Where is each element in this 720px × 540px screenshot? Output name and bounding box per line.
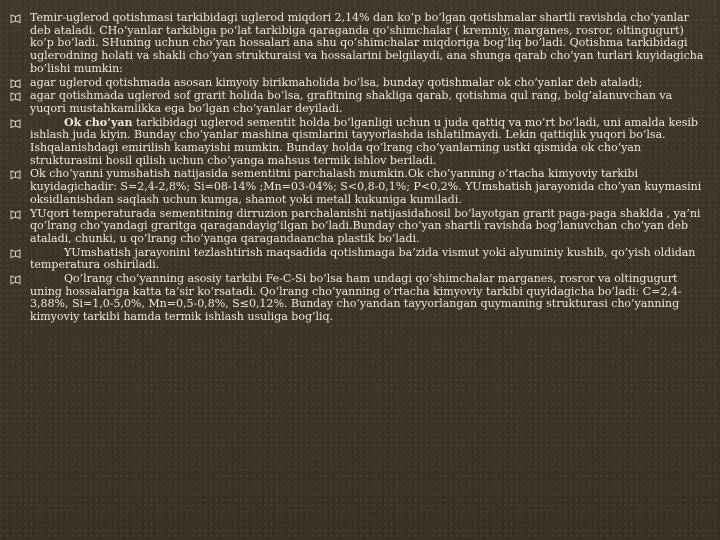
book-bullet-icon [10,209,21,220]
book-bullet-icon [10,248,21,259]
bullet-text: agar uglerod qotishmada asosan kimyoiy birikmaholida bo’lsa, bunday qotishmalar ok cho’yanlar deb ataladi; [30,75,643,89]
book-bullet-icon [10,91,21,102]
bullet-item-6 [10,208,706,246]
book-bullet-icon [10,274,21,285]
bullet-text: tarkibidagi uglerod sementit holda bo’lganligi uchun u juda qattiq va mo’rt bo’ladi, uni amalda kesib ishlash juda kiyin. Bunday cho’yanlar mashina qismlarini tayyorlashda ishlatilmaydi. Lekin qattiqlik yuqori bo’lsa. Ishqalanishdagi emirilish kamayishi mumkin. Bunday holda qo’lrang cho’yanlarning ustki qismida ok cho’yan strukturasini hosil qilish uchun cho’yanga mahsus termik ishlov beriladi. [30,115,698,167]
bullet-text: Temir-uglerod qotishmasi tarkibidagi uglerod miqdori 2,14% dan ko’p bo’lgan qotishmalar shartli ravishda cho’yanlar deb ataladi. CHo’yanlar tarkibiga po’lat tarkibiga qaraganda qo’shimchalar ( kremniy, marganes, rosror, oltingugurt) ko’p bo’ladi. SHuning uchun cho’yan hossalari ana shu qo’shimchalar miqdoriga bog’liq bo’ladi. Qotishma tarkibidagi uglerodning holati va shakli cho’yan strukturaisi va hossalarini belgilaydi, ana shunga qarab cho’yan turlari kuyidagicha bo’lishi mumkin: [30,11,704,75]
bullet-text: agar qotishmada uglerod sof grarit holida bo’lsa, grafitning shakliga qarab, qotishma qul rang, bolg’alanuvchan va yuqori mustahkamlikka ega bo’lgan cho’yanlar deyiladi. [30,89,673,115]
bullet-text: Ok cho’yanni yumshatish natijasida sementitni parchalash mumkin.Ok cho’yanning o’rtacha kimyoviy tarkibi kuyidagichadir: S=2,4-2,8%; Si=08-14% ;Mn=03-04%; S<0,8-0,1%; P<0,2%. YUmshatish jarayonida cho’yan kuymasini oksidlanishdan saqlash uchun kumga, shamot yoki metall kukuniga kumiladi. [30,167,702,206]
book-bullet-icon [10,169,21,180]
book-bullet-icon [10,118,21,129]
bullet-text: Qo’lrang cho’yanning asosiy tarkibi Fe-C-Si bo’lsa ham undagi qo’shimchalar marganes, rosror va oltingugurt uning hossalariga katta ta’sir ko’rsatadi. Qo’lrang cho’yanning o’rtacha kimyoviy tarkibi quyidagicha bo’ladi: C=2,4-3,88%, Si=1,0-5,0%, Mn=0,5-0,8%, S≤0,12%. Bunday cho’yandan tayyorlangan quymaning strukturasi cho’yanning kimyoviy tarkibi hamda termik ishlash usuliga bog’liq. [30,272,682,324]
bullet-text: YUqori temperaturada sementitning dirruzion parchalanishi natijasidahosil bo’layotgan grarit paga-paga shaklda , ya’ni qo’lrang cho’yandagi graritga qaragandayig’ilgan bo’ladi.Bunday cho’yan shartli ravishda bog’lanuvchan cho’yan deb ataladi, chunki, u qo’lrang cho’yanga qaragandaancha plastik bo’ladi. [30,206,701,245]
book-bullet-icon [10,78,21,89]
bullet-item-3 [10,90,706,115]
bullet-item-5 [10,168,706,206]
bullet-item-4 [10,117,706,168]
bullet-item-2 [10,77,706,90]
bullet-item-8 [10,273,706,324]
book-bullet-icon [10,13,21,24]
bullet-item-1 [10,12,706,76]
bullet-list [10,12,706,324]
bullet-text: YUmshatish jarayonini tezlashtirish maqsadida qotishmaga ba’zida vismut yoki alyuminiy kushib, qo’yish oldidan temperatura oshiriladi. [30,245,696,272]
bullet-item-7 [10,247,706,272]
bold-term: Ok cho’yan [64,115,133,129]
